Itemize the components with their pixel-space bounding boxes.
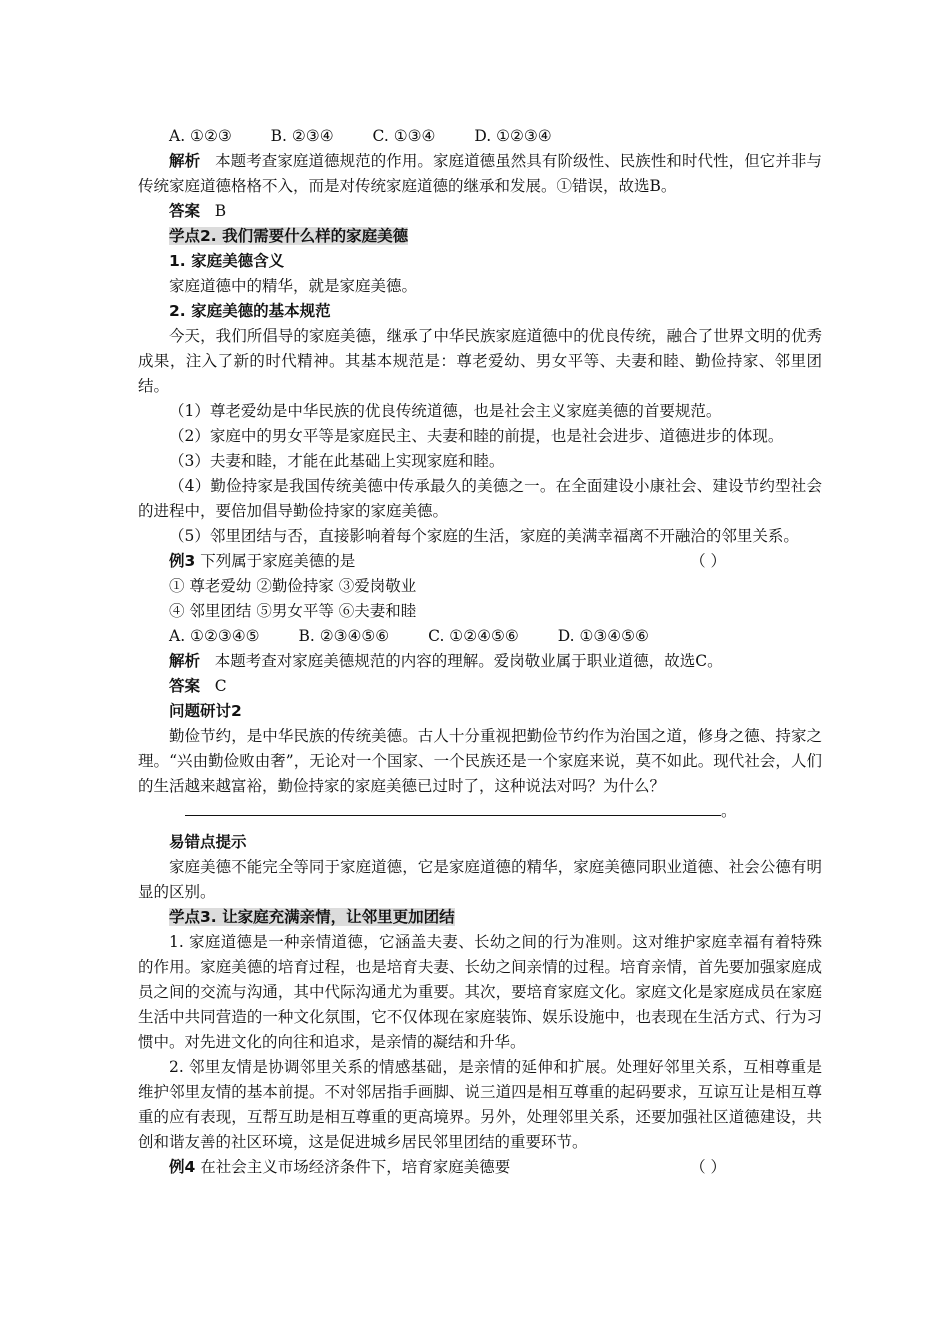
section2-heading <box>138 224 822 249</box>
answer-paren: （ ） <box>690 1158 726 1176</box>
research2-title: 问题研讨2 <box>169 702 242 720</box>
research2-text: 勤俭节约，是中华民族的传统美德。古人十分重视把勤俭节约作为治国之道，修身之德、持家之理。“兴由勤俭败由奢”，无论对一个国家、一个民族还是一个家庭来说，莫不如此。现代社会，人们的生活越来越富裕，勤俭持家的家庭美德已过时了，这种说法对吗？为什么？ <box>138 727 822 795</box>
example4-question <box>138 1155 822 1180</box>
option-c: C. ①②④⑤⑥ <box>428 627 519 645</box>
blank-end: 。 <box>721 802 737 820</box>
option-b: B. ②③④⑤⑥ <box>298 627 390 645</box>
example4-label: 例4 <box>169 1158 196 1176</box>
section3-p2: 2. 邻里友情是协调邻里关系的情感基础，是亲情的延伸和扩展。处理好邻里关系，互相尊重是维护邻里友情的基本前提。不对邻居指手画脚、说三道四是相互尊重的起码要求，互谅互让是相互尊重的应有表现，互帮互助是相互尊重的更高境界。另外，处理邻里关系，还要加强社区道德建设，共创和谐友善的社区环境，这是促进城乡居民邻里团结的重要环节。 <box>138 1058 822 1151</box>
answer-label: 答案 <box>169 677 201 695</box>
option-d: D. ①②③④ <box>474 127 552 145</box>
section2-sub2: 2. 家庭美德的基本规范 <box>169 302 331 320</box>
norm-item-5: （5）邻里团结与否，直接影响着每个家庭的生活，家庭的美满幸福离不开融洽的邻里关系。 <box>169 527 799 545</box>
analysis-text: 本题考查对家庭美德规范的内容的理解。爱岗敬业属于职业道德，故选C。 <box>214 652 723 670</box>
option-a: A. ①②③④⑤ <box>169 627 260 645</box>
analysis-label: 解析 <box>169 152 201 170</box>
tip-title: 易错点提示 <box>169 833 247 851</box>
section2-sub1-text: 家庭道德中的精华，就是家庭美德。 <box>169 277 418 295</box>
norm-item-2: （2）家庭中的男女平等是家庭民主、夫妻和睦的前提，也是社会进步、道德进步的体现。 <box>169 427 784 445</box>
section2-sub1: 1. 家庭美德含义 <box>169 252 285 270</box>
section2-title: 学点2. 我们需要什么样的家庭美德 <box>169 227 409 245</box>
example3-analysis <box>138 649 822 674</box>
prev-analysis <box>138 149 822 199</box>
tip-text: 家庭美德不能完全等同于家庭道德，它是家庭道德的精华，家庭美德同职业道德、社会公德有明显的区别。 <box>138 858 822 901</box>
answer-value: C <box>214 677 227 695</box>
example3-options <box>138 624 822 649</box>
example3-choices-row2: ④ 邻里团结 ⑤男女平等 ⑥夫妻和睦 <box>169 602 417 620</box>
answer-label: 答案 <box>169 202 201 220</box>
option-c: C. ①③④ <box>372 127 436 145</box>
example3-text: 下列属于家庭美德的是 <box>200 552 356 570</box>
option-d: D. ①③④⑤⑥ <box>557 627 649 645</box>
example3-choices-row1: ① 尊老爱幼 ②勤俭持家 ③爱岗敬业 <box>169 577 417 595</box>
norm-item-4: （4）勤俭持家是我国传统美德中传承最久的美德之一。在全面建设小康社会、建设节约型社会的进程中，要倍加倡导勤俭持家的家庭美德。 <box>138 477 822 520</box>
example3-question <box>138 549 822 574</box>
option-a: A. ①②③ <box>169 127 232 145</box>
example4-text: 在社会主义市场经济条件下，培育家庭美德要 <box>200 1158 511 1176</box>
section2-intro: 今天，我们所倡导的家庭美德，继承了中华民族家庭道德中的优良传统，融合了世界文明的优秀成果，注入了新的时代精神。其基本规范是：尊老爱幼、男女平等、夫妻和睦、勤俭持家、邻里团结。 <box>138 327 822 395</box>
prev-answer <box>138 199 822 224</box>
section3-heading <box>138 905 822 930</box>
norm-item-1: （1）尊老爱幼是中华民族的优良传统道德，也是社会主义家庭美德的首要规范。 <box>169 402 722 420</box>
analysis-text: 本题考查家庭道德规范的作用。家庭道德虽然具有阶级性、民族性和时代性，但它并非与传统家庭道德格格不入，而是对传统家庭道德的继承和发展。①错误，故选B。 <box>138 152 822 195</box>
option-b: B. ②③④ <box>270 127 334 145</box>
section3-p1: 1. 家庭道德是一种亲情道德，它涵盖夫妻、长幼之间的行为准则。这对维护家庭幸福有着特殊的作用。家庭美德的培育过程，也是培育夫妻、长幼之间亲情的过程。培育亲情，首先要加强家庭成员之间的交流与沟通，其中代际沟通尤为重要。其次，要培育家庭文化。家庭文化是家庭成员在家庭生活中共同营造的一种文化氛围，它不仅体现在家庭装饰、娱乐设施中，也表现在生活方式、行为习惯中。对先进文化的向往和追求，是亲情的凝结和升华。 <box>138 933 822 1051</box>
prev-options <box>138 124 822 149</box>
norm-item-3: （3）夫妻和睦，才能在此基础上实现家庭和睦。 <box>169 452 505 470</box>
example3-label: 例3 <box>169 552 196 570</box>
answer-value: B <box>214 202 227 220</box>
research2-answer-line <box>138 799 822 824</box>
document-page <box>138 124 822 1180</box>
answer-paren: （ ） <box>690 552 726 570</box>
answer-blank[interactable] <box>185 799 721 816</box>
example3-answer <box>138 674 822 699</box>
section3-title: 学点3. 让家庭充满亲情，让邻里更加团结 <box>169 908 455 926</box>
analysis-label: 解析 <box>169 652 201 670</box>
